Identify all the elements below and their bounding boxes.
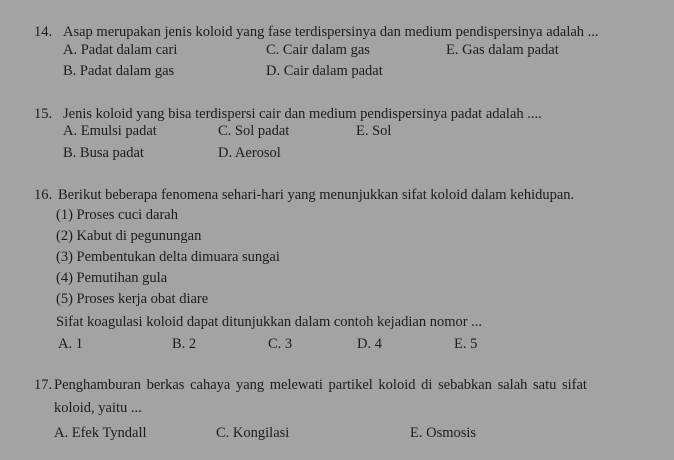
- option-c: C. Kongilasi: [216, 425, 290, 441]
- question-text: Penghamburan berkas cahaya yang melewati partikel koloid di sebabkan salah satu sifat: [54, 377, 587, 393]
- option-e: E. 5: [454, 336, 478, 352]
- option-a: A. Efek Tyndall: [54, 425, 147, 441]
- option-b: B. 2: [172, 336, 197, 352]
- list-item: (1) Proses cuci darah: [56, 207, 178, 223]
- option-a: A. Emulsi padat: [63, 123, 157, 139]
- option-b: B. Busa padat: [63, 145, 144, 161]
- option-c: C. Sol padat: [218, 123, 290, 139]
- option-a: A. 1: [58, 336, 83, 352]
- list-item: (5) Proses kerja obat diare: [56, 291, 209, 307]
- option-e: E. Osmosis: [410, 425, 477, 441]
- option-d: D. Aerosol: [218, 145, 281, 161]
- question-prompt: Sifat koagulasi koloid dapat ditunjukkan dalam contoh kejadian nomor ...: [56, 314, 483, 330]
- question-number: 17.: [34, 377, 53, 393]
- list-item: (3) Pembentukan delta dimuara sungai: [56, 249, 280, 265]
- list-item: (2) Kabut di pegunungan: [56, 228, 202, 244]
- option-d: D. 4: [357, 336, 382, 352]
- option-c: C. Cair dalam gas: [266, 42, 370, 58]
- question-text: Asap merupakan jenis koloid yang fase terdispersinya dan medium pendispersinya adalah ...: [63, 24, 599, 40]
- option-a: A. Padat dalam cari: [63, 42, 178, 58]
- question-number: 14.: [34, 24, 53, 40]
- list-item: (4) Pemutihan gula: [56, 270, 168, 286]
- question-text-continued: koloid, yaitu ...: [54, 400, 142, 416]
- option-b: B. Padat dalam gas: [63, 63, 175, 79]
- option-c: C. 3: [268, 336, 293, 352]
- question-text: Berikut beberapa fenomena sehari-hari yang menunjukkan sifat koloid dalam kehidupan.: [58, 187, 575, 203]
- option-d: D. Cair dalam padat: [266, 63, 383, 79]
- option-e: E. Gas dalam padat: [446, 42, 559, 58]
- question-number: 16.: [34, 187, 53, 203]
- option-e: E. Sol: [356, 123, 392, 139]
- question-number: 15.: [34, 106, 53, 122]
- question-text: Jenis koloid yang bisa terdispersi cair dan medium pendispersinya padat adalah ....: [63, 106, 542, 122]
